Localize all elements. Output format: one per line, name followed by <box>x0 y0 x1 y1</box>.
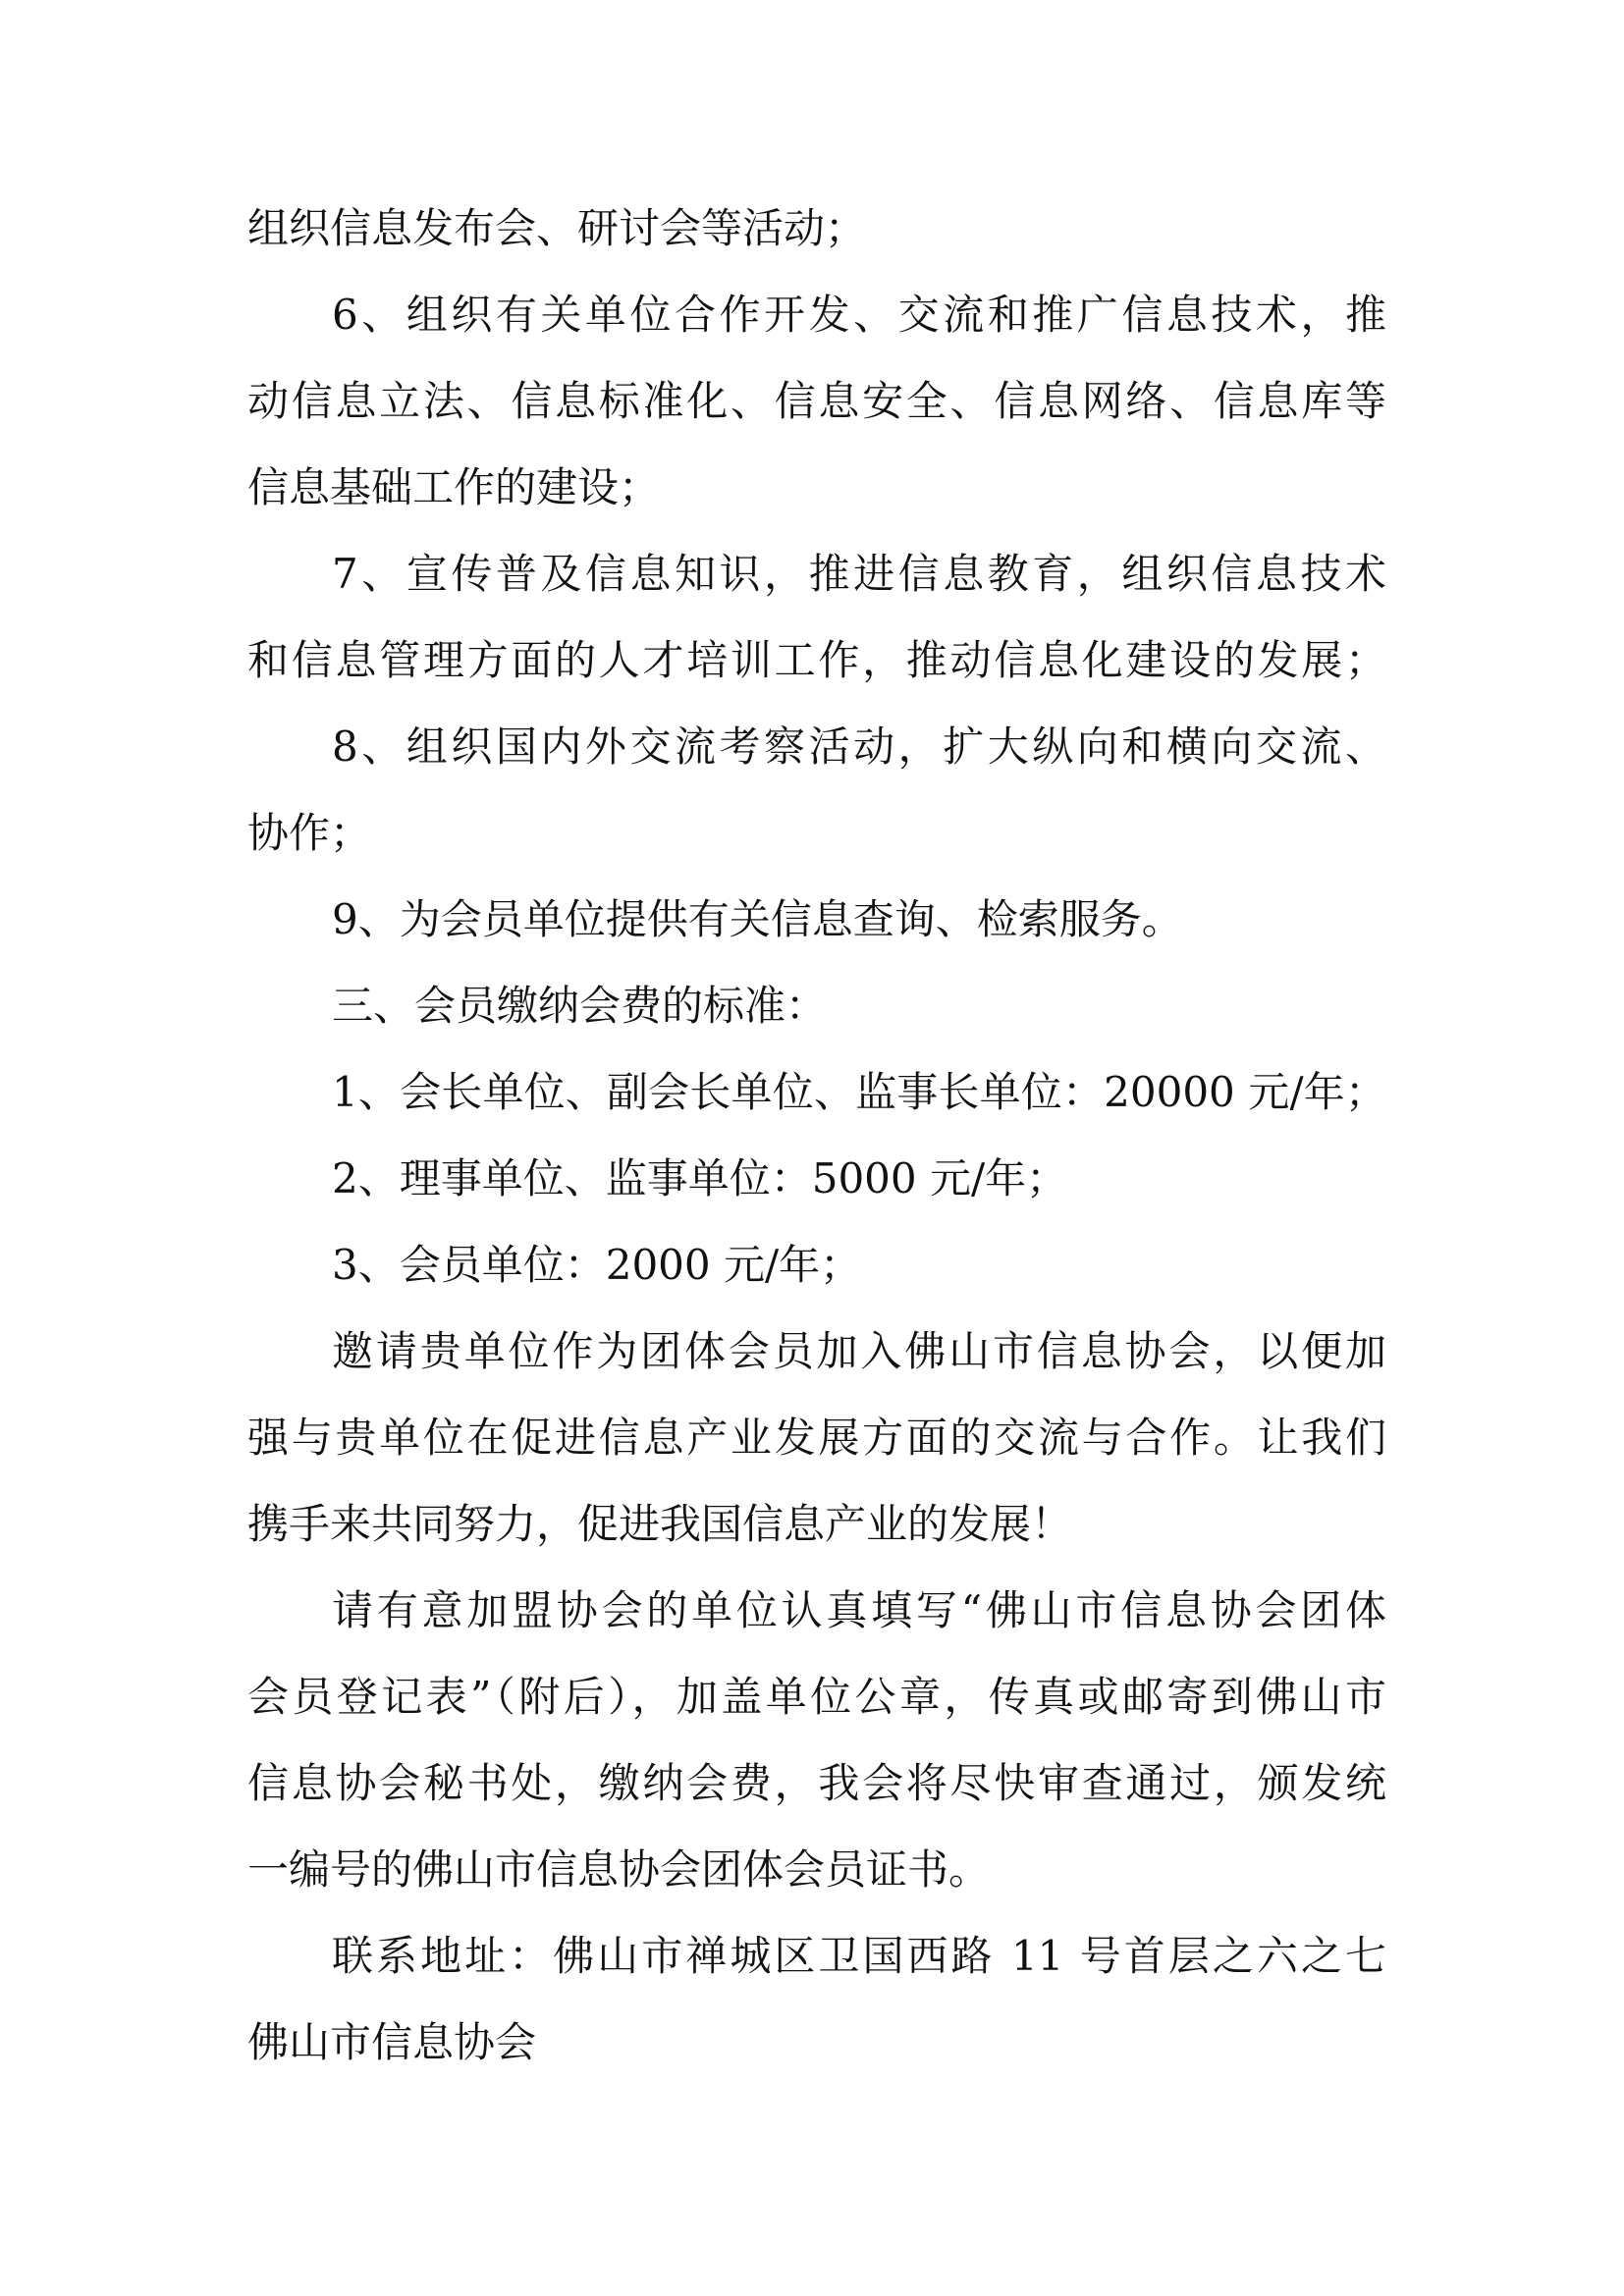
text-line: 携手来共同努力，促进我国信息产业的发展！ <box>247 1500 1073 1548</box>
text-line: 8、组织国内外交流考察活动，扩大纵向和横向交流、 <box>332 722 1386 771</box>
text-line: 会员登记表”（附后），加盖单位公章，传真或邮寄到佛山市 <box>247 1673 1386 1721</box>
text-line: 9、为会员单位提供有关信息查询、检索服务。 <box>332 895 1183 943</box>
text-line: 和信息管理方面的人才培训工作，推动信息化建设的发展； <box>247 636 1386 684</box>
fee-item: 3、会员单位：2000 元/年； <box>332 1241 862 1289</box>
text-line: 协作； <box>247 809 372 857</box>
text-line: 请有意加盟协会的单位认真填写“佛山市信息协会团体 <box>332 1586 1386 1634</box>
contact-address: 联系地址：佛山市禅城区卫国西路 11 号首层之六之七 <box>332 1932 1386 1980</box>
fee-item: 1、会长单位、副会长单位、监事长单位：20000 元/年； <box>332 1068 1386 1116</box>
text-line: 7、宣传普及信息知识，推进信息教育，组织信息技术 <box>332 550 1386 598</box>
text-line: 6、组织有关单位合作开发、交流和推广信息技术，推 <box>332 291 1386 339</box>
text-line: 信息协会秘书处，缴纳会费，我会将尽快审查通过，颁发统 <box>247 1759 1386 1807</box>
section-heading: 三、会员缴纳会费的标准： <box>332 982 828 1030</box>
text-line: 组织信息发布会、研讨会等活动； <box>247 204 867 252</box>
text-line: 邀请贵单位作为团体会员加入佛山市信息协会，以便加 <box>332 1327 1386 1375</box>
text-line: 一编号的佛山市信息协会团体会员证书。 <box>247 1845 991 1894</box>
text-line: 信息基础工作的建设； <box>247 463 661 511</box>
fee-item: 2、理事单位、监事单位：5000 元/年； <box>332 1154 1068 1202</box>
text-line: 动信息立法、信息标准化、信息安全、信息网络、信息库等 <box>247 377 1386 425</box>
text-line: 强与贵单位在促进信息产业发展方面的交流与合作。让我们 <box>247 1414 1386 1462</box>
organization-name: 佛山市信息协会 <box>247 2018 537 2066</box>
